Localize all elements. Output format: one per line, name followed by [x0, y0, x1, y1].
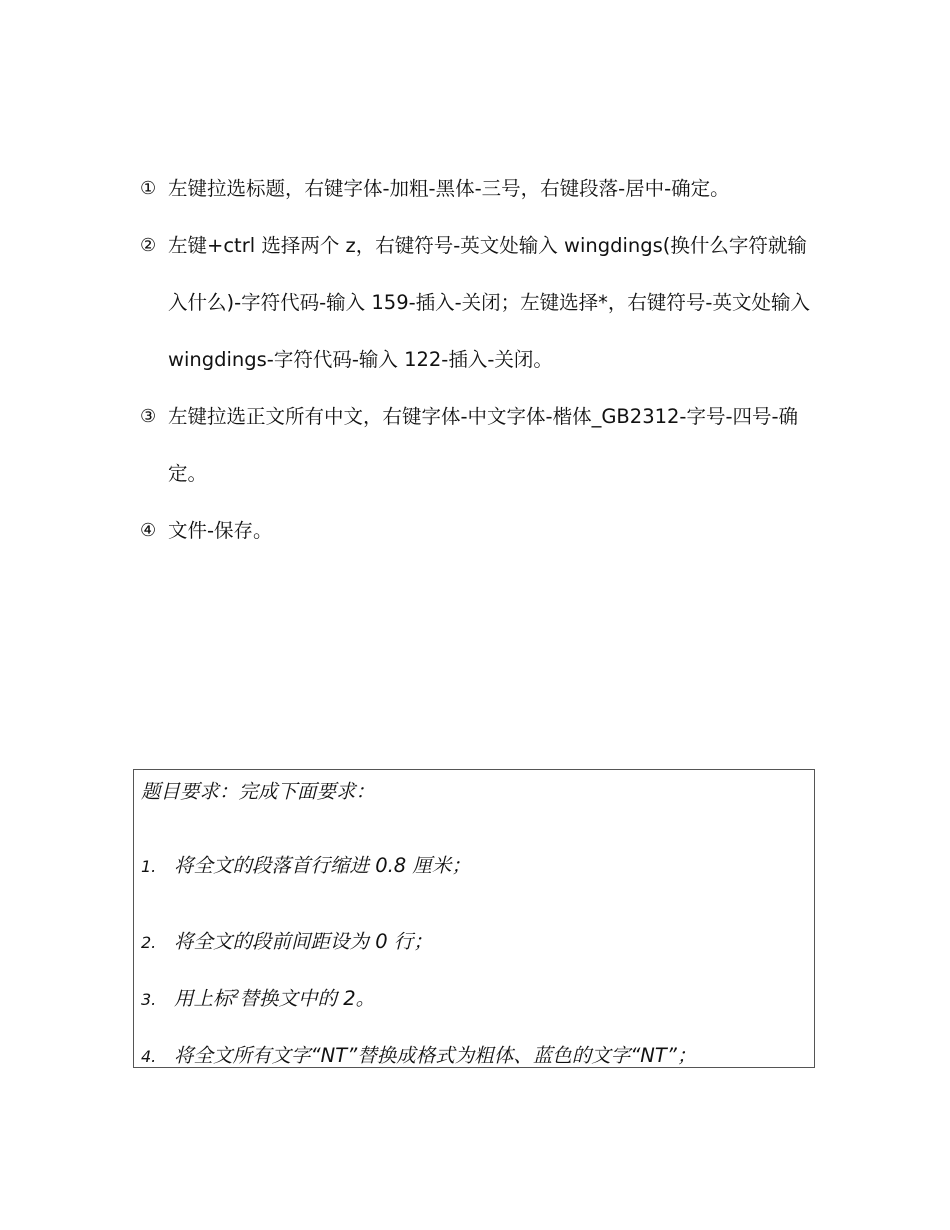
step-number: ③: [140, 406, 157, 427]
item-number: 2.: [141, 933, 157, 952]
step-text: 左键拉选正文所有中文，右键字体-中文字体-楷体_GB2312-字号-四号-确定。: [168, 405, 799, 485]
border-tick: [814, 878, 815, 908]
border-tick: [133, 878, 134, 908]
border-tick: [814, 1013, 815, 1043]
border-tick: [133, 800, 134, 830]
item-text-before: 用上标: [174, 987, 233, 1010]
item-text: 将全文的段落首行缩进 0.8 厘米；: [174, 854, 471, 877]
requirement-item-1: [141, 850, 471, 878]
step-text: 左键+ctrl 选择两个 z，右键符号-英文处输入 wingdings(换什么字符就输入什么)-字符代码-输入 159-插入-关闭；左键选择*，右键符号-英文处输入 wingdings-字符代码-输入 122-插入-关闭。: [168, 234, 810, 371]
border-tick: [133, 956, 134, 986]
step-text: 左键拉选标题，右键字体-加粗-黑体-三号，右键段落-居中-确定。: [168, 177, 730, 200]
item-number: 3.: [141, 990, 157, 1009]
superscript-2: 2: [232, 987, 240, 1001]
requirement-item-3: [141, 983, 375, 1011]
item-number: 4.: [141, 1047, 157, 1066]
requirements-box: [133, 769, 815, 1068]
step-3: [140, 388, 820, 502]
border-tick: [814, 956, 815, 986]
requirements-title: 题目要求：完成下面要求：: [141, 780, 376, 803]
item-text: 将全文所有文字“NT”替换成格式为粗体、蓝色的文字“NT”；: [174, 1044, 697, 1067]
step-number: ④: [140, 520, 157, 541]
item-text: 将全文的段前间距设为 0 行；: [174, 930, 433, 953]
border-tick: [133, 1013, 134, 1043]
step-4: [140, 502, 820, 559]
border-tick: [814, 800, 815, 830]
step-number: ②: [140, 235, 157, 256]
step-text: 文件-保存。: [168, 519, 273, 542]
step-number: ①: [140, 178, 157, 199]
requirement-item-4: [141, 1040, 696, 1068]
step-1: [140, 160, 820, 217]
requirement-item-2: [141, 926, 433, 954]
item-text-after: 替换文中的 2。: [239, 987, 376, 1010]
item-number: 1.: [141, 857, 157, 876]
step-2: [140, 217, 820, 388]
instruction-steps: [140, 160, 820, 559]
